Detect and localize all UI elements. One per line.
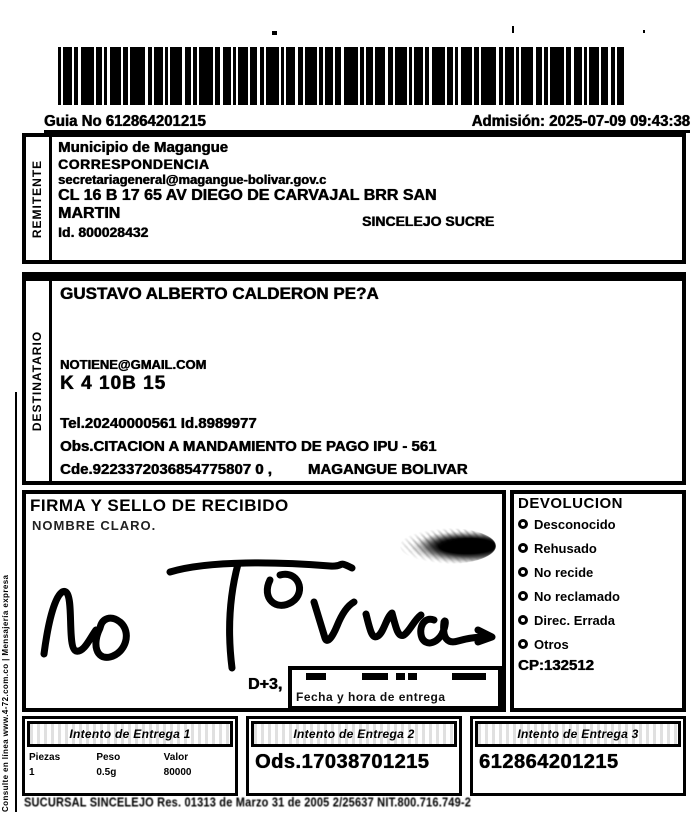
return-option-label: Direc. Errada — [534, 612, 615, 628]
order-number: Ods.17038701215 — [255, 751, 430, 773]
d3-label: D+3, — [248, 676, 283, 693]
return-option-label: No reclamado — [534, 588, 620, 604]
sender-name: Municipio de Magangue — [58, 139, 229, 156]
return-option-otros — [518, 632, 680, 656]
recipient-section-label-strip — [26, 281, 52, 481]
attempt-1-header: Intento de Entrega 1 — [27, 721, 233, 747]
pieces-header: Piezas — [29, 752, 61, 763]
recipient-section — [22, 272, 686, 485]
recipient-cde-number: Cde.9223372036854775807 0 , — [60, 461, 272, 478]
recipient-address: K 4 10B 15 — [60, 373, 167, 394]
pieces-value: 1 — [29, 767, 35, 778]
tick-mark — [452, 673, 486, 680]
tick-mark — [408, 673, 417, 680]
attempt-3-header: Intento de Entrega 3 — [475, 721, 681, 747]
guia-header-row — [44, 107, 690, 133]
radio-circle-icon — [518, 519, 528, 529]
scan-speck — [643, 30, 645, 33]
branch-footer-text: SUCURSAL SINCELEJO Res. 01313 de Marzo 31 de 2005 2/25637 NIT.800.716.749-2 — [24, 796, 472, 810]
return-option-no-recide — [518, 560, 680, 584]
delivery-datetime-box — [288, 666, 502, 710]
sender-id: Id. 800028432 — [58, 223, 149, 240]
tick-mark — [362, 673, 388, 680]
sender-address: CL 16 B 17 65 AV DIEGO DE CARVAJAL BRR SAN MARTIN — [58, 187, 437, 223]
scan-speck — [272, 31, 277, 35]
return-option-no-reclamado — [518, 584, 680, 608]
sender-section-label-strip — [26, 137, 52, 260]
attempt-1-cell — [22, 716, 238, 796]
return-option-label: Rehusado — [534, 540, 597, 556]
sender-city: SINCELEJO SUCRE — [362, 213, 495, 229]
signature-section-title: FIRMA Y SELLO DE RECIBIDO — [30, 496, 289, 515]
handwritten-signature — [30, 536, 500, 684]
guia-number: Guia No 612864201215 — [44, 112, 206, 131]
sender-section-label: REMITENTE — [30, 159, 45, 238]
radio-circle-icon — [518, 567, 528, 577]
attempt-3-cell — [470, 716, 686, 796]
recipient-city: MAGANGUE BOLIVAR — [307, 461, 468, 478]
scan-speck — [512, 26, 514, 33]
guia-number-bottom: 612864201215 — [479, 751, 619, 773]
clear-name-label: NOMBRE CLARO. — [32, 518, 157, 533]
delivery-attempts-row — [22, 716, 686, 796]
postal-code: CP:132512 — [518, 657, 594, 674]
return-option-label: Desconocido — [534, 516, 616, 532]
radio-circle-icon — [518, 615, 528, 625]
value-value: 80000 — [163, 767, 192, 778]
return-option-desconocido — [518, 512, 680, 536]
sender-section — [22, 133, 686, 264]
side-rule-line — [15, 392, 17, 812]
barcode — [58, 47, 624, 105]
delivery-datetime-label: Fecha y hora de entrega — [296, 690, 446, 704]
return-option-label: No recide — [534, 564, 594, 580]
return-option-label: Otros — [534, 636, 569, 652]
radio-circle-icon — [518, 543, 528, 553]
sender-department: CORRESPONDENCIA — [58, 156, 210, 172]
recipient-observations: Obs.CITACION A MANDAMIENTO DE PAGO IPU - 561 — [60, 438, 437, 455]
side-vertical-note: Consulte en línea www.4-72.com.co | Mensajería expresa — [1, 574, 10, 812]
return-section-title: DEVOLUCION — [518, 495, 624, 512]
radio-circle-icon — [518, 639, 528, 649]
recipient-name: GUSTAVO ALBERTO CALDERON PE?A — [60, 284, 379, 303]
recipient-section-label: DESTINATARIO — [30, 330, 45, 432]
signature-section — [22, 490, 506, 712]
value-header: Valor — [163, 752, 189, 763]
weight-header: Peso — [96, 752, 121, 763]
return-option-rehusado — [518, 536, 680, 560]
admission-datetime: Admisión: 2025-07-09 09:43:38 — [471, 112, 690, 131]
sender-email: secretariageneral@magangue-bolivar.gov.c — [58, 172, 327, 187]
recipient-phone-id: Tel.20240000561 Id.8989977 — [60, 415, 257, 432]
return-option-direc-errada — [518, 608, 680, 632]
tick-mark — [306, 673, 326, 680]
radio-circle-icon — [518, 591, 528, 601]
recipient-email: NOTIENE@GMAIL.COM — [60, 357, 207, 372]
attempt-2-cell — [246, 716, 462, 796]
tick-mark — [396, 673, 405, 680]
attempt-2-header: Intento de Entrega 2 — [251, 721, 457, 747]
return-section — [510, 490, 686, 712]
weight-value: 0.5g — [96, 767, 117, 778]
